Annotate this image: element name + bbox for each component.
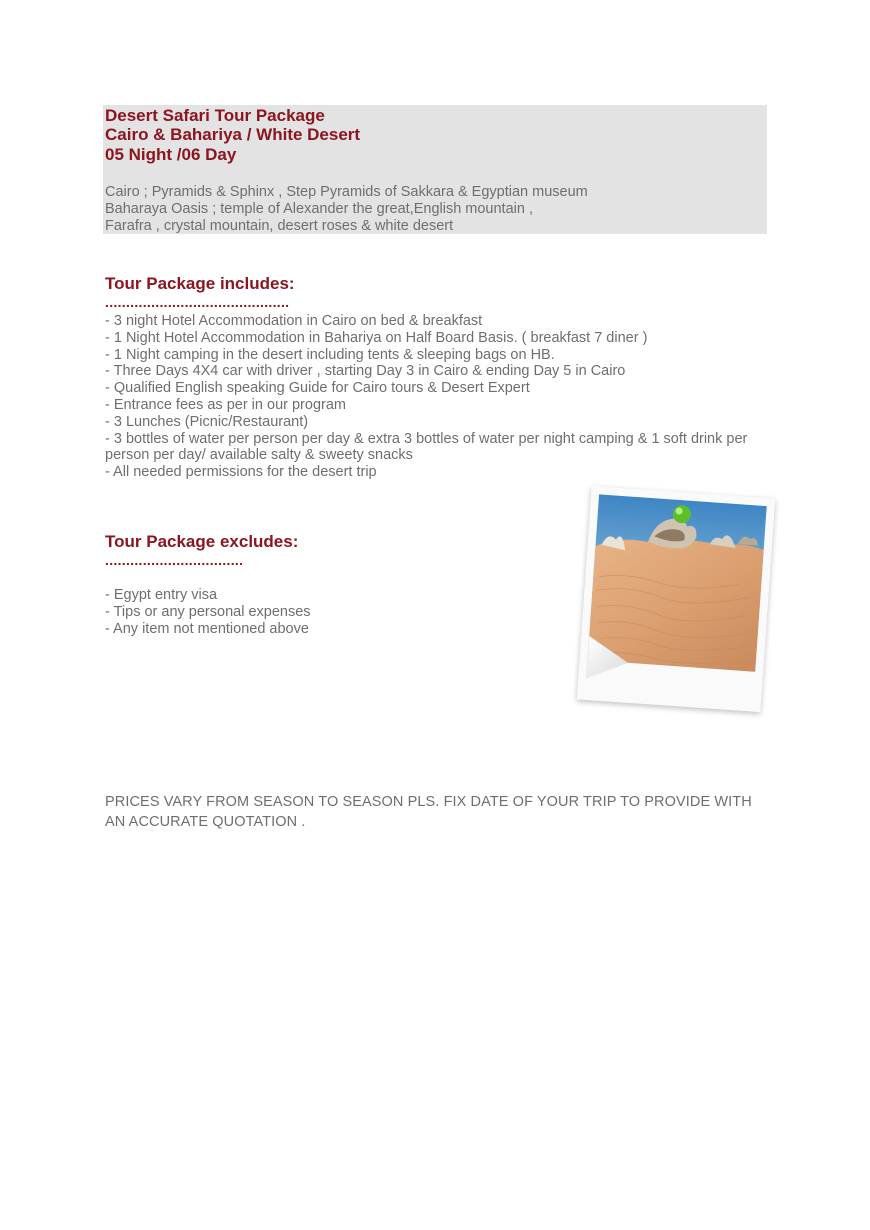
list-item: - All needed permissions for the desert trip bbox=[105, 464, 377, 481]
description-line: Baharaya Oasis ; temple of Alexander the great,English mountain , bbox=[105, 201, 533, 217]
tour-route: Cairo & Bahariya / White Desert bbox=[105, 125, 361, 144]
desert-photo bbox=[577, 486, 775, 712]
list-item: - Tips or any personal expenses bbox=[105, 603, 311, 620]
list-item: - 1 Night Hotel Accommodation in Bahariya on Half Board Basis. ( breakfast 7 diner ) bbox=[105, 329, 648, 346]
list-item: - Egypt entry visa bbox=[105, 587, 218, 603]
list-item: - 3 Lunches (Picnic/Restaurant) bbox=[105, 413, 309, 430]
list-item: - Qualified English speaking Guide for Cairo tours & Desert Expert bbox=[105, 380, 530, 397]
description-line: Farafra , crystal mountain, desert roses & white desert bbox=[105, 218, 454, 234]
list-item: person per day/ available salty & sweety snacks bbox=[105, 447, 413, 464]
excludes-separator: ................................. bbox=[105, 552, 244, 568]
desert-photo-image bbox=[577, 486, 775, 712]
list-item: - Entrance fees as per in our program bbox=[105, 396, 346, 413]
includes-separator: ............................................ bbox=[105, 294, 290, 310]
description-line: Cairo ; Pyramids & Sphinx , Step Pyramids of Sakkara & Egyptian museum bbox=[105, 184, 588, 200]
excludes-list bbox=[105, 587, 311, 637]
list-item: - 3 bottles of water per person per day & extra 3 bottles of water per night camping & 1 soft drink per bbox=[105, 430, 748, 447]
excludes-heading: Tour Package excludes: bbox=[105, 532, 299, 551]
list-item: - 3 night Hotel Accommodation in Cairo on bed & breakfast bbox=[105, 313, 483, 329]
tour-title: Desert Safari Tour Package bbox=[105, 106, 325, 125]
list-item: - 1 Night camping in the desert including tents & sleeping bags on HB. bbox=[105, 346, 555, 363]
includes-list bbox=[105, 313, 747, 481]
includes-heading: Tour Package includes: bbox=[105, 274, 295, 293]
list-item: - Three Days 4X4 car with driver , starting Day 3 in Cairo & ending Day 5 in Cairo bbox=[105, 363, 626, 380]
price-notice: PRICES VARY FROM SEASON TO SEASON PLS. FIX DATE OF YOUR TRIP TO PROVIDE WITH AN ACCURATE QUOTATION . bbox=[105, 794, 752, 830]
tour-duration: 05 Night /06 Day bbox=[105, 145, 237, 164]
list-item: - Any item not mentioned above bbox=[105, 620, 309, 637]
